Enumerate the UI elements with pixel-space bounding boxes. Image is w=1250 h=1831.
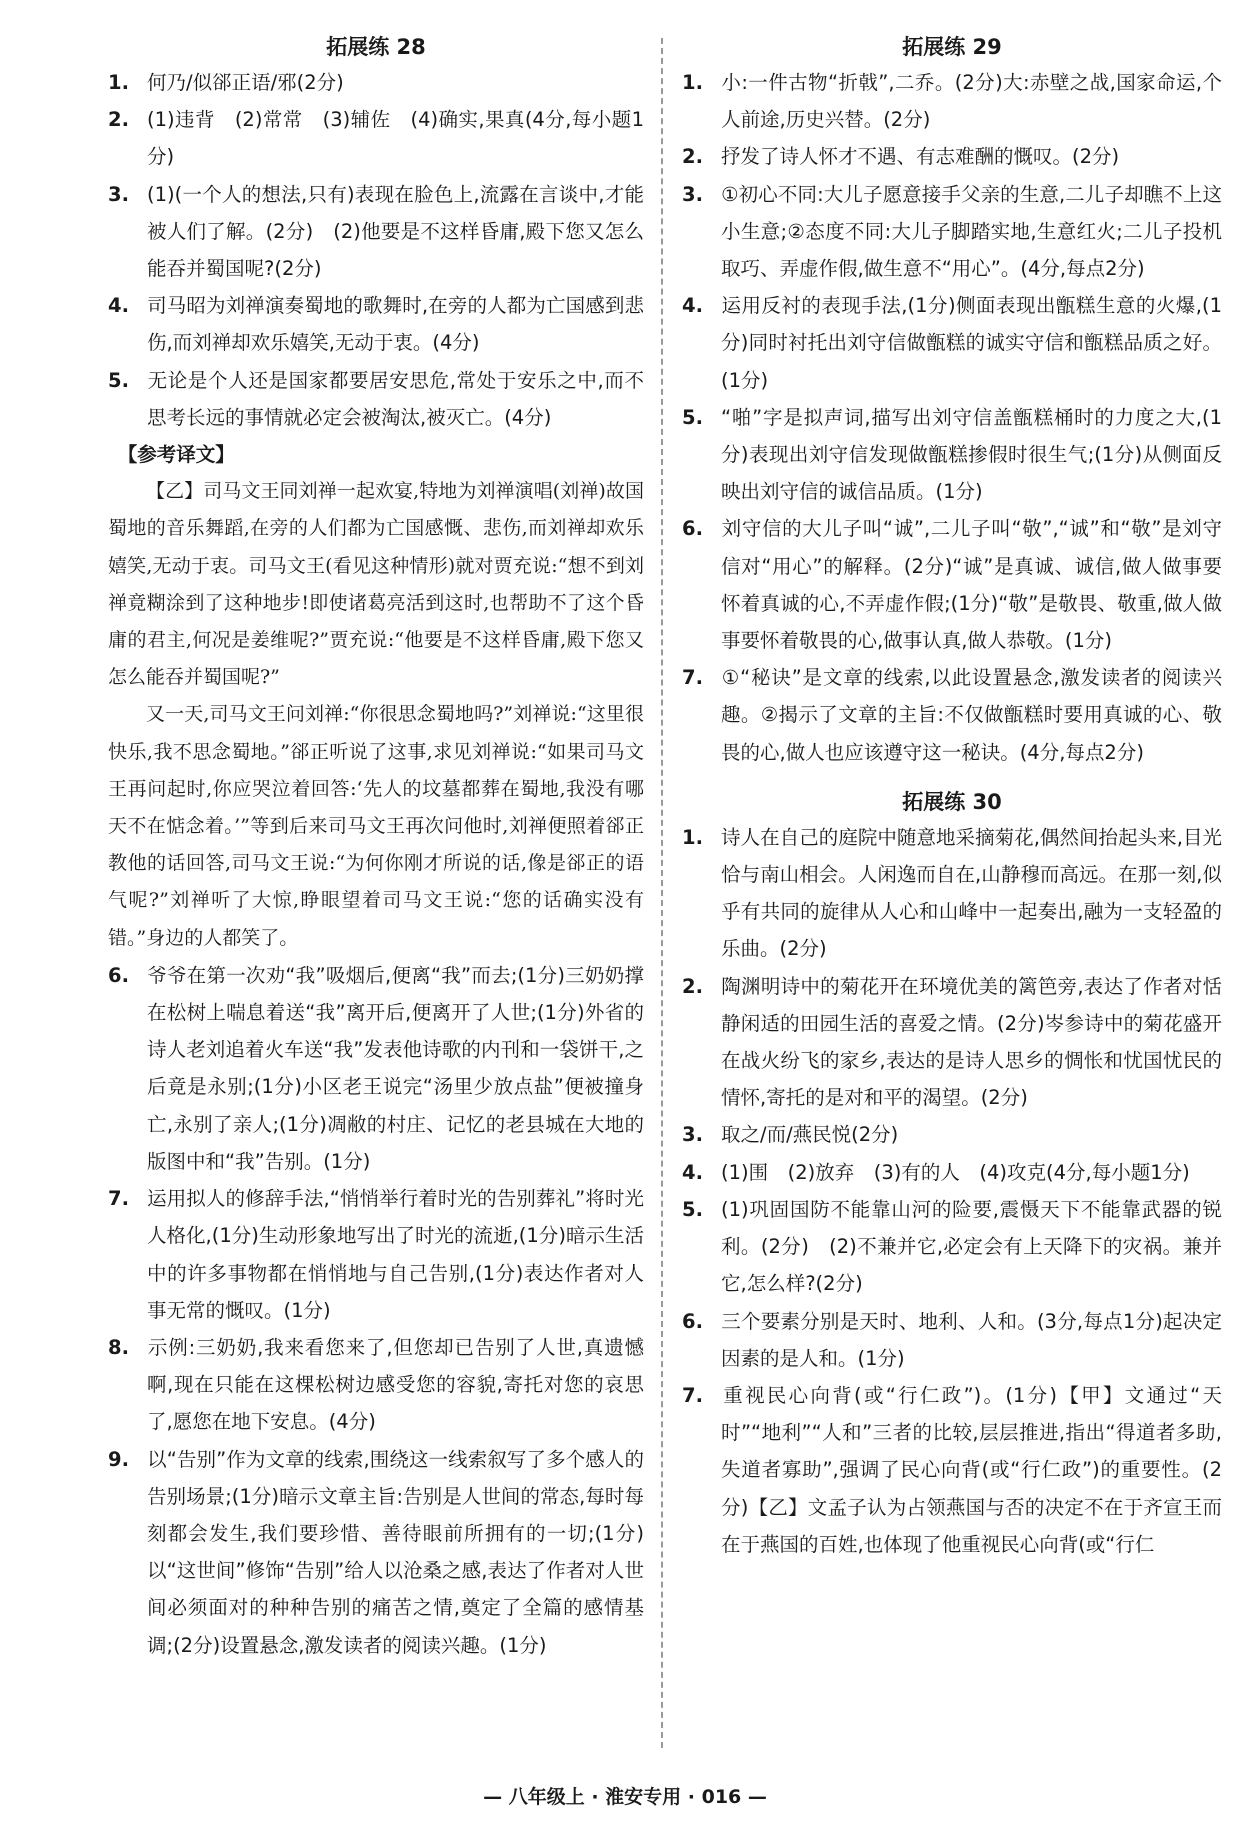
answer-item <box>108 362 644 436</box>
item-text: 司马昭为刘禅演奏蜀地的歌舞时,在旁的人都为亡国感到悲伤,而刘禅却欢乐嬉笑,无动于衷。(4分) <box>147 294 644 355</box>
item-text: 运用反衬的表现手法,(1分)侧面表现出甑糕生意的火爆,(1分)同时衬托出刘守信做甑糕的诚实守信和甑糕品质之好。(1分) <box>721 294 1222 392</box>
answer-item <box>108 64 644 101</box>
item-text: ①初心不同:大儿子愿意接手父亲的生意,二儿子却瞧不上这小生意;②态度不同:大儿子脚踏实地,生意红火;二儿子投机取巧、弄虚作假,做生意不“用心”。(4分,每点2分) <box>721 182 1222 281</box>
item-text: (1)(一个人的想法,只有)表现在脸色上,流露在言谈中,才能被人们了解。(2分) (2)他要是不这样昏庸,殿下您又怎么能吞并蜀国呢?(2分) <box>147 182 644 281</box>
item-number: 3. <box>682 1123 703 1147</box>
page-footer: — 八年级上 · 淮安专用 · 016 — <box>483 1786 767 1808</box>
item-number: 7. <box>108 1187 129 1211</box>
item-text: 小:一件古物“折戟”,二乔。(2分)大:赤壁之战,国家命运,个人前途,历史兴替。(2分) <box>721 71 1222 132</box>
answer-item <box>682 510 1222 659</box>
column-divider <box>661 38 663 1748</box>
answer-item <box>108 1180 644 1329</box>
answer-item <box>682 399 1222 511</box>
answer-item <box>682 819 1222 968</box>
left-column <box>108 30 644 1664</box>
item-number: 5. <box>682 1197 703 1221</box>
item-number: 4. <box>108 294 129 318</box>
answer-list-28-continued <box>108 957 644 1664</box>
answer-item <box>682 287 1222 399</box>
reference-translation-heading: 【参考译文】 <box>117 443 235 467</box>
item-text: (1)围 (2)放弃 (3)有的人 (4)攻克(4分,每小题1分) <box>721 1160 1190 1184</box>
section-title-28: 拓展练 28 <box>326 35 426 59</box>
item-text: 运用拟人的修辞手法,“悄悄举行着时光的告别葬礼”将时光人格化,(1分)生动形象地写出了时光的流逝,(1分)暗示生活中的许多事物都在悄悄地与自己告别,(1分)表达作者对人事无常的慨叹。(1分) <box>147 1187 644 1322</box>
item-number: 5. <box>108 368 129 392</box>
item-number: 2. <box>682 145 703 169</box>
item-text: 以“告别”作为文章的线索,围绕这一线索叙写了多个感人的告别场景;(1分)暗示文章主旨:告别是人世间的常态,每时每刻都会发生,我们要珍惜、善待眼前所拥有的一切;(1分)以“这世间”修饰“告别”给人以沧桑之感,表达了作者对人世间必须面对的种种告别的痛苦之情,奠定了全篇的感情基调;(2分)设置悬念,激发读者的阅读兴趣。(1分) <box>147 1447 644 1657</box>
translation-paragraph: 又一天,司马文王问刘禅:“你很思念蜀地吗?”刘禅说:“这里很快乐,我不思念蜀地。”郤正听说了这事,求见刘禅说:“如果司马文王再问起时,你应哭泣着回答:‘先人的坟墓都葬在蜀地,我没有哪天不在惦念着。’”等到后来司马文王再次问他时,刘禅便照着郤正教他的话回答,司马文王说:“为何你刚才所说的话,像是郤正的语气呢?”刘禅听了大惊,睁眼望着司马文王说:“您的话确实没有错。”身边的人都笑了。 <box>108 703 644 949</box>
answer-item <box>682 1191 1222 1303</box>
item-number: 2. <box>682 974 703 998</box>
answer-list-30 <box>682 819 1222 1563</box>
answer-item <box>108 101 644 175</box>
answer-item <box>682 176 1222 288</box>
answer-item <box>108 287 644 361</box>
item-text: 陶渊明诗中的菊花开在环境优美的篱笆旁,表达了作者对恬静闲适的田园生活的喜爱之情。(2分)岑参诗中的菊花盛开在战火纷飞的家乡,表达的是诗人思乡的惆怅和忧国忧民的情怀,寄托的是对和平的渴望。(2分) <box>721 974 1222 1110</box>
item-number: 3. <box>682 182 703 206</box>
item-number: 6. <box>682 517 703 541</box>
item-number: 4. <box>682 1160 703 1184</box>
item-number: 3. <box>108 182 129 206</box>
section-title-30: 拓展练 30 <box>902 789 1002 814</box>
answer-item <box>108 176 644 288</box>
item-text: 取之/而/燕民悦(2分) <box>721 1123 899 1147</box>
item-text: 爷爷在第一次劝“我”吸烟后,便离“我”而去;(1分)三奶奶撑在松树上喘息着送“我”离开后,便离开了人世;(1分)外省的诗人老刘追着火车送“我”发表他诗歌的内刊和一袋饼干,之后竟是永别;(1分)小区老王说完“汤里少放点盐”便被撞身亡,永别了亲人;(1分)凋敝的村庄、记忆的老县城在大地的版图中和“我”告别。(1分) <box>147 963 644 1173</box>
item-number: 7. <box>682 666 703 690</box>
item-text: 三个要素分别是天时、地利、人和。(3分,每点1分)起决定因素的是人和。(1分) <box>721 1309 1222 1370</box>
item-text: 诗人在自己的庭院中随意地采摘菊花,偶然间抬起头来,目光恰与南山相会。人闲逸而自在,山静穆而高远。在那一刻,似乎有共同的旋律从人心和山峰中一起奏出,融为一支轻盈的乐曲。(2分) <box>721 825 1222 961</box>
item-text: 示例:三奶奶,我来看您来了,但您却已告别了人世,真遗憾啊,现在只能在这棵松树边感受您的容貌,寄托对您的哀思了,愿您在地下安息。(4分) <box>147 1335 644 1434</box>
item-text: “啪”字是拟声词,描写出刘守信盖甑糕桶时的力度之大,(1分)表现出刘守信发现做甑糕掺假时很生气;(1分)从侧面反映出刘守信的诚信品质。(1分) <box>721 405 1222 504</box>
item-text: 抒发了诗人怀才不遇、有志难酬的慨叹。(2分) <box>721 145 1120 169</box>
item-text: 何乃/似郤正语/邪(2分) <box>147 71 344 94</box>
item-number: 6. <box>682 1309 703 1333</box>
item-number: 1. <box>682 71 703 94</box>
section-title-29: 拓展练 29 <box>902 35 1002 59</box>
answer-item <box>682 1154 1222 1191</box>
answer-item <box>682 64 1222 138</box>
item-number: 8. <box>108 1335 129 1359</box>
item-text: (1)违背 (2)常常 (3)辅佐 (4)确实,果真(4分,每小题1分) <box>147 108 644 169</box>
answer-item <box>108 1441 644 1664</box>
item-number: 2. <box>108 108 129 132</box>
item-number: 7. <box>682 1383 703 1407</box>
answer-list-29 <box>682 64 1222 771</box>
item-text: 无论是个人还是国家都要居安思危,常处于安乐之中,而不思考长远的事情就必定会被淘汰,被灭亡。(4分) <box>147 368 644 429</box>
item-text: (1)巩固国防不能靠山河的险要,震慑天下不能靠武器的锐利。(2分) (2)不兼并它,必定会有上天降下的灾祸。兼并它,怎么样?(2分) <box>721 1197 1222 1296</box>
item-text: 刘守信的大儿子叫“诚”,二儿子叫“敬”,“诚”和“敬”是刘守信对“用心”的解释。(2分)“诚”是真诚、诚信,做人做事要怀着真诚的心,不弄虚作假;(1分)“敬”是敬畏、敬重,做人做事要怀着敬畏的心,做事认真,做人恭敬。(1分) <box>721 517 1222 653</box>
item-text: 重视民心向背(或“行仁政”)。(1分)【甲】文通过“天时”“地利”“人和”三者的比较,层层推进,指出“得道者多助,失道者寡助”,强调了民心向背(或“行仁政”)的重要性。(2分)【乙】文孟子认为占领燕国与否的决定不在于齐宣王而在于燕国的百姓,也体现了他重视民心向背(或“行仁 <box>721 1383 1222 1556</box>
answer-item <box>682 1377 1222 1563</box>
answer-item <box>682 968 1222 1117</box>
item-number: 1. <box>108 71 129 94</box>
answer-item <box>108 1329 644 1441</box>
item-number: 5. <box>682 405 703 429</box>
item-text: ①“秘诀”是文章的线索,以此设置悬念,激发读者的阅读兴趣。②揭示了文章的主旨:不仅做甑糕时要用真诚的心、敬畏的心,做人也应该遵守这一秘诀。(4分,每点2分) <box>721 666 1222 764</box>
item-number: 9. <box>108 1447 129 1471</box>
answer-item <box>682 659 1222 771</box>
item-number: 1. <box>682 825 703 849</box>
answer-list-28 <box>108 64 644 436</box>
translation-paragraph: 【乙】司马文王同刘禅一起欢宴,特地为刘禅演唱(刘禅)故国蜀地的音乐舞蹈,在旁的人们都为亡国感慨、悲伤,而刘禅却欢乐嬉笑,无动于衷。司马文王(看见这种情形)就对贾充说:“想不到刘禅竟糊涂到了这种地步!即使诸葛亮活到这时,也帮助不了这个昏庸的君主,何况是姜维呢?”贾充说:“他要是不这样昏庸,殿下您又怎么能吞并蜀国呢?” <box>108 480 644 689</box>
answer-item <box>682 138 1222 175</box>
answer-item <box>108 957 644 1180</box>
item-number: 6. <box>108 963 129 987</box>
right-column <box>682 30 1222 1563</box>
answer-item <box>682 1303 1222 1377</box>
answer-item <box>682 1116 1222 1153</box>
item-number: 4. <box>682 294 703 318</box>
